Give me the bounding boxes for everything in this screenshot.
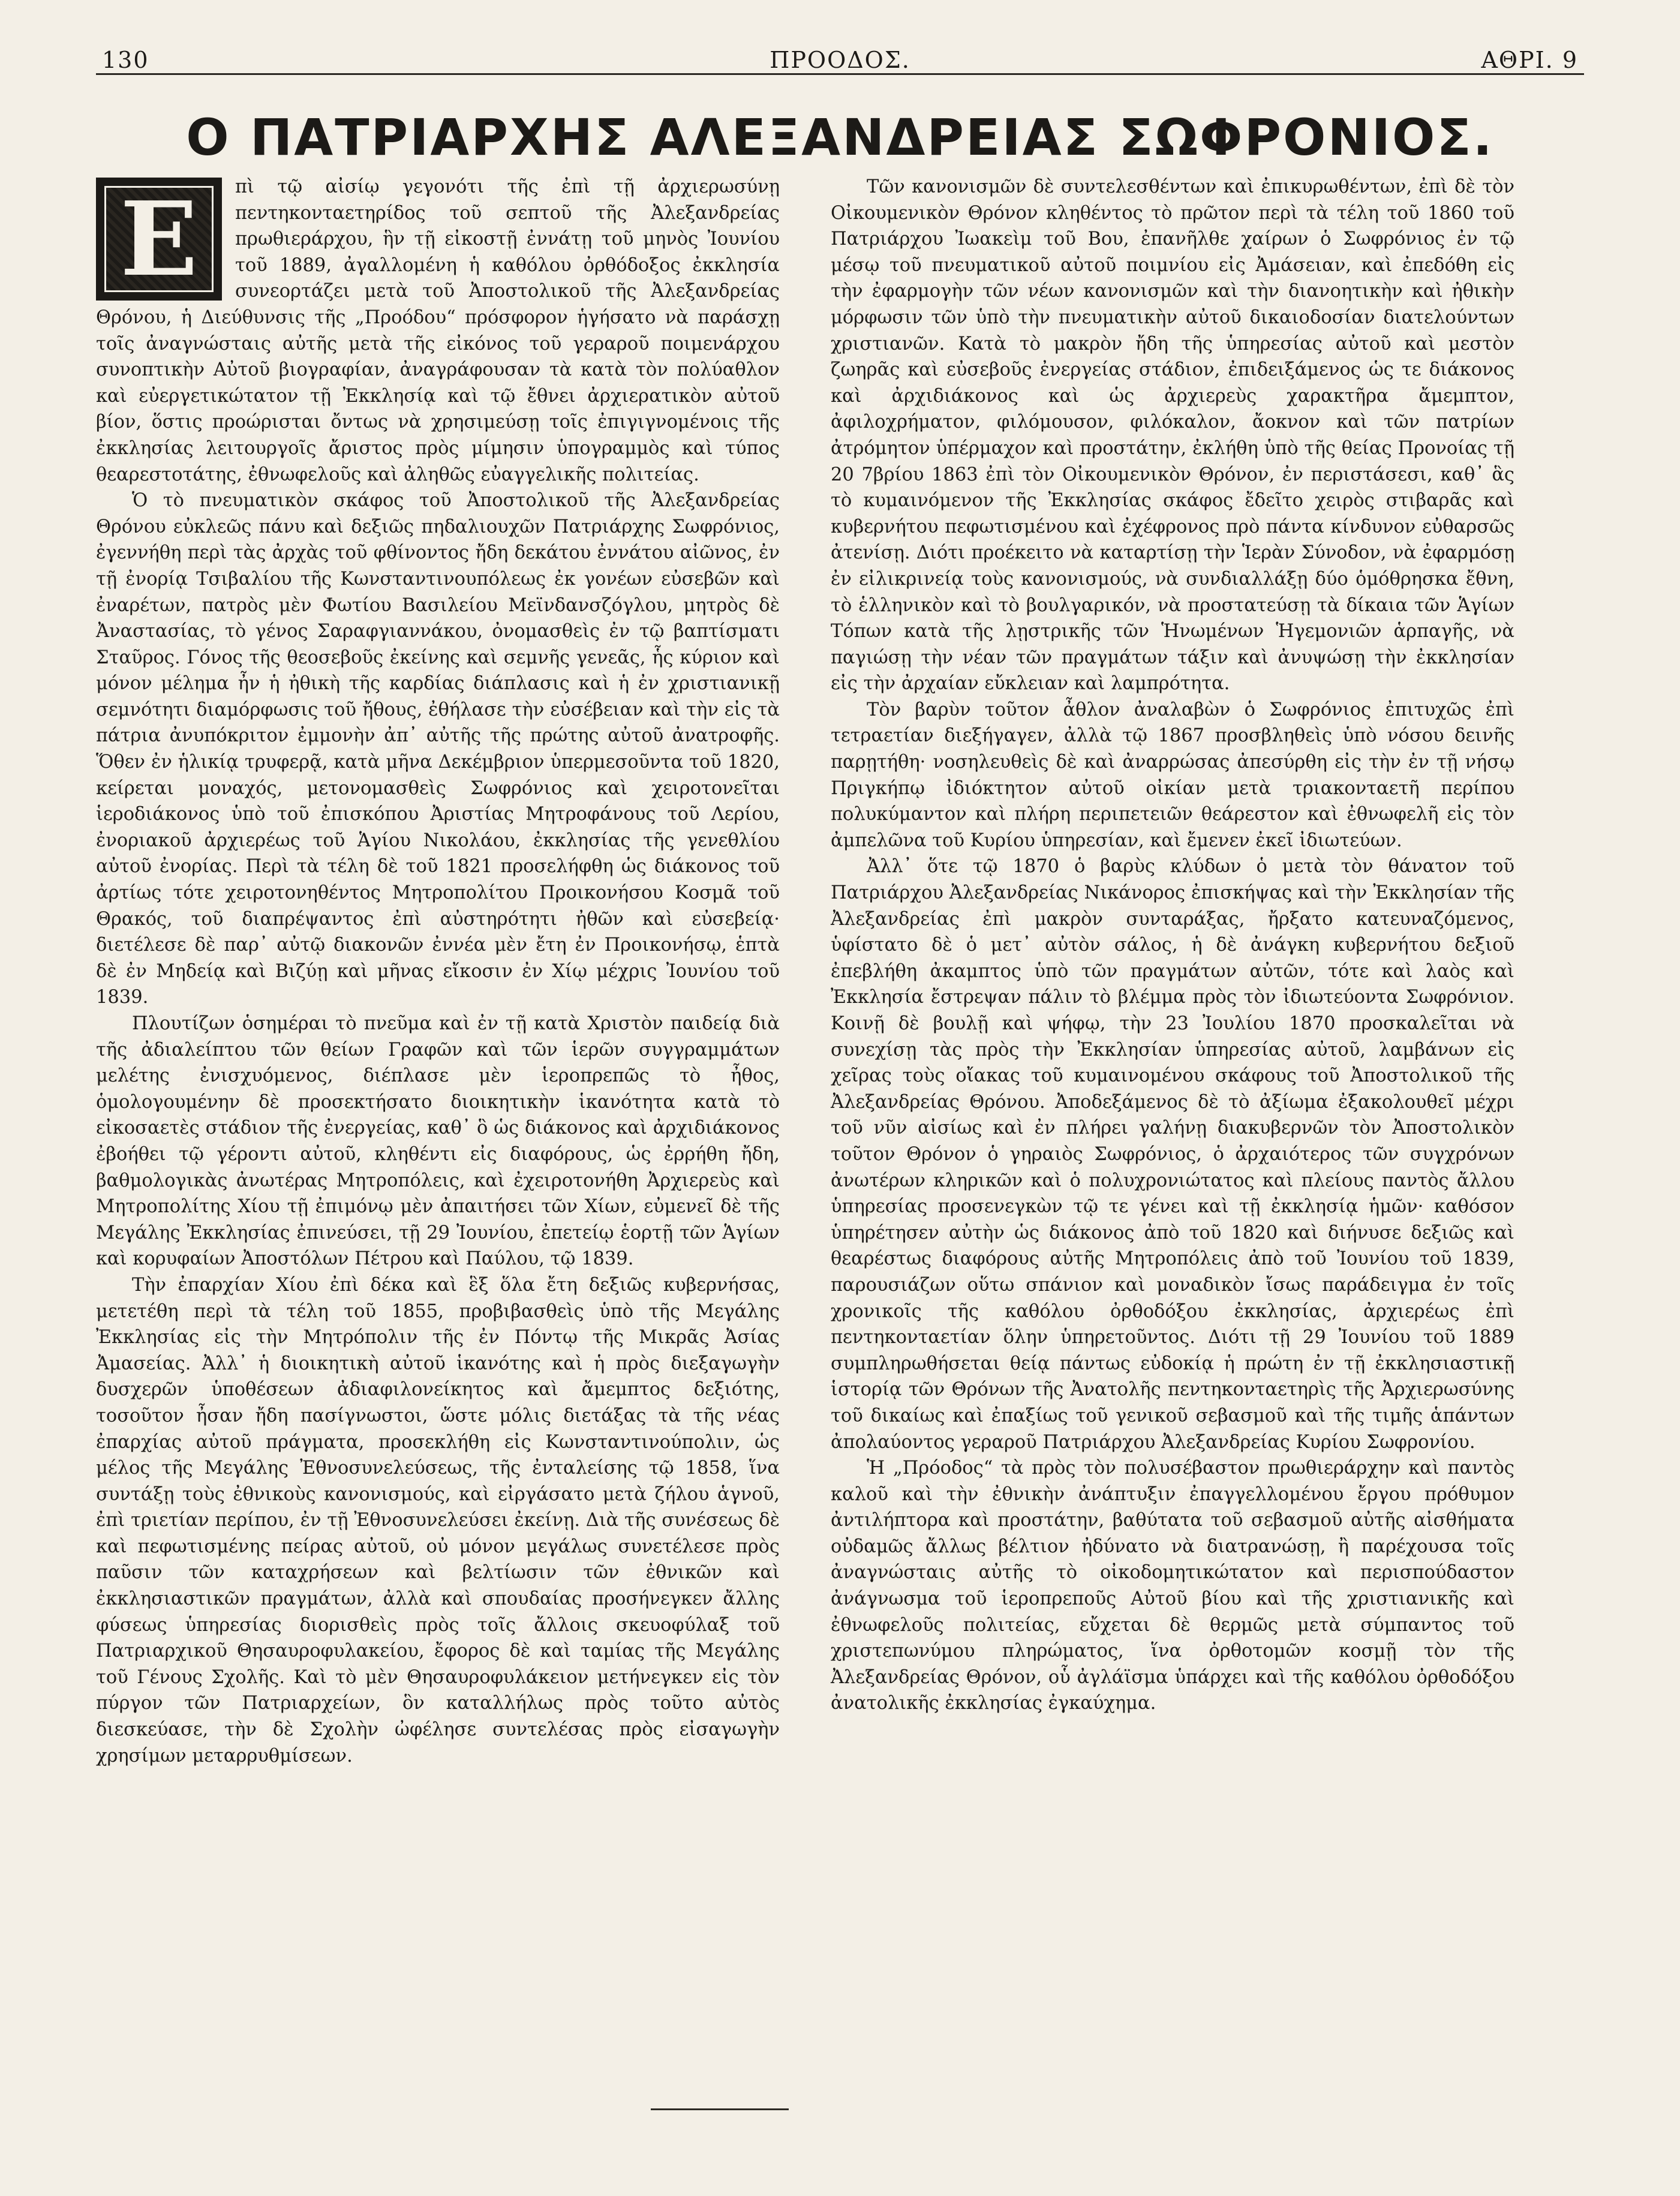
paragraph: Ἀλλ᾽ ὅτε τῷ 1870 ὁ βαρὺς κλύδων ὁ μετὰ τὸν θάνατον τοῦ Πατριάρχου Ἀλεξανδρείας Νικάνορος ἐπισκήψας καὶ τὴν Ἐκκλησίαν τῆς Ἀλεξανδρείας ἐπὶ μακρὸν συνταράξας, ἤρξατο κατευναζόμενος, ὑφίστατο δὲ ὁ μετ᾽ αὐτὸν σάλος, ἡ δὲ ἀνάγκη κυβερνήτου δεξιοῦ ἐπεβλήθη ἀκαμπτος ὑπὸ τῶν πραγμάτων αὐτῶν, τότε καὶ λαὸς καὶ Ἐκκλησία ἔστρεψαν πάλιν τὸ βλέμμα πρὸς τὸν ἰδιωτεύοντα Σωφρόνιον. Κοινῇ δὲ βουλῇ καὶ ψήφῳ, τὴν 23 Ἰουλίου 1870 προσκαλεῖται νὰ συνεχίσῃ τὰς πρὸς τὴν Ἐκκλησίαν ὑπηρεσίας αὐτοῦ, λαμβάνων εἰς χεῖρας τοὺς οἴακας τοῦ κυμαινομένου σκάφους τοῦ Ἀποστολικοῦ τῆς Ἀλεξανδρείας Θρόνου. Ἀποδεξάμενος δὲ τὸ ἀξίωμα ἐξακολουθεῖ μέχρι τοῦ νῦν αἰσίως καὶ ἐν πλήρει γαλήνῃ διακυβερνῶν τὸν Ἀποστολικὸν τοῦτον Θρόνον ὁ γηραιὸς Σωφρόνιος, ὁ ἀρχαιότερος τῶν συγχρόνων ἀνωτέρων κληρικῶν καὶ ὁ πολυχρονιώτατος καὶ πλείους παντὸς ἄλλου ὑπηρεσίας προσενεγκὼν τῷ τε γένει καὶ τῇ ἐκκλησίᾳ ἡμῶν· καθόσον ὑπηρέτησεν αὐτὴν ὡς διάκονος ἀπὸ τοῦ 1820 καὶ διήνυσε δεξιῶς καὶ θεαρέστως διαφόρους αὐτῆς Μητροπόλεις ἀπὸ τοῦ Ἰουνίου τοῦ 1839, παρουσιάζων οὕτω σπάνιον καὶ μοναδικὸν ἴσως παράδειγμα ἐν τοῖς χρονικοῖς τῆς καθόλου ὀρθοδόξου ἐκκλησίας, ἀρχιερέως ἐπὶ πεντηκονταετίαν ὅλην ὑπηρετοῦντος. Διότι τῇ 29 Ἰουνίου τοῦ 1889 συμπληρωθήσεται θείᾳ πάντως εὐδοκίᾳ ἡ πρώτη ἐν τῇ ἐκκλησιαστικῇ ἱστορίᾳ τῶν Θρόνων τῆς Ἀνατολῆς πεντηκονταετηρὶς τῆς Ἀρχιερωσύνης τοῦ δικαίως καὶ ἐπαξίως τοῦ γενικοῦ σεβασμοῦ καὶ τῆς τιμῆς ἁπάντων ἀπολαύοντος γεραροῦ Πατριάρχου Ἀλεξανδρείας Κυρίου Σωφρονίου.	[831, 856, 1514, 1453]
paragraph: Τὸν βαρὺν τοῦτον ἆθλον ἀναλαβὼν ὁ Σωφρόνιος ἐπιτυχῶς ἐπὶ τετραετίαν διεξήγαγεν, ἀλλὰ τῷ 1867 προσβληθεὶς ὑπὸ νόσου δεινῆς παρῃτήθη· νοσηλευθεὶς δὲ καὶ ἀναρρώσας ἀπεσύρθη εἰς τὴν ἐν τῇ νήσῳ Πριγκήπῳ ἰδιόκτητον αὐτοῦ οἰκίαν μετὰ τριακονταετῆ περίπου πολυκύμαντον καὶ πλήρη περιπετειῶν θεάρεστον καὶ ἐθνωφελῆ εἰς τὸν ἀμπελῶνα τοῦ Κυρίου ὑπηρεσίαν, καὶ ἔμενεν ἐκεῖ ἰδιωτεύων.	[831, 699, 1514, 851]
article-title: Ο ΠΑΤΡΙΑΡΧΗΣ ΑΛΕΞΑΝΔΡΕΙΑΣ ΣΩΦΡΟΝΙΟΣ.	[186, 108, 1494, 167]
ornamental-initial	[96, 178, 222, 301]
initial-letter: Ε	[120, 179, 198, 299]
right-column	[831, 174, 1514, 1717]
left-column	[96, 174, 780, 1769]
paragraph: Ἡ „Πρόοδος“ τὰ πρὸς τὸν πολυσέβαστον πρωθιεράρχην καὶ παντὸς καλοῦ καὶ τὴν ἐθνικὴν ἀνάπτυξιν ἐπαγγελλομένου ἔργου πρόθυμον ἀντιλήπτορα καὶ προστάτην, βαθύτατα τοῦ σεβασμοῦ αὐτῆς αἰσθήματα οὐδαμῶς ἄλλως βέλτιον ἠδύνατο νὰ διατρανώσῃ, ἢ παρέχουσα τοῖς ἀναγνώσταις αὐτῆς τὸ οἰκοδομητικώτατον καὶ περισπούδαστον ἀνάγνωσμα τοῦ ἱεροπρεποῦς Αὐτοῦ βίου καὶ τῆς χριστιανικῆς καὶ ἐθνωφελοῦς πολιτείας, εὔχεται δὲ θερμῶς μετὰ σύμπαντος τοῦ χριστεπωνύμου πληρώματος, ἵνα ὀρθοτομῶν κοσμῇ τὸν τῆς Ἀλεξανδρείας Θρόνον, οὗ ἀγλάϊσμα ὑπάρχει καὶ τῆς καθόλου ὀρθοδόξου ἀνατολικῆς ἐκκλησίας ἐγκαύχημα.	[831, 1458, 1514, 1714]
header-rule	[96, 73, 1584, 75]
end-rule	[651, 2108, 789, 2110]
issue-number: ΑΘΡΙ. 9	[1481, 47, 1578, 73]
paragraph: Τὴν ἐπαρχίαν Χίου ἐπὶ δέκα καὶ ἓξ ὅλα ἔτη δεξιῶς κυβερνήσας, μετετέθη περὶ τὰ τέλη τοῦ 1855, προβιβασθεὶς ὑπὸ τῆς Μεγάλης Ἐκκλησίας εἰς τὴν Μητρόπολιν τῆς ἐν Πόντῳ τῆς Μικρᾶς Ἀσίας Ἀμασείας. Ἀλλ᾽ ἡ διοικητικὴ αὐτοῦ ἱκανότης καὶ ἡ πρὸς διεξαγωγὴν δυσχερῶν ὑποθέσεων ἀδιαφιλονείκητος καὶ ἄμεμπτος δεξιότης, τοσοῦτον ἦσαν ἤδη πασίγνωστοι, ὥστε μόλις διετάξας τὰ τῆς νέας ἐπαρχίας αὐτοῦ πράγματα, προσεκλήθη εἰς Κωνσταντινούπολιν, ὡς μέλος τῆς Μεγάλης Ἐθνοσυνελεύσεως, τῆς ἐνταλείσης τῷ 1858, ἵνα συντάξῃ τοὺς ἐθνικοὺς κανονισμούς, καὶ εἰργάσατο μετὰ ζήλου ἁγνοῦ, ἐπὶ τριετίαν περίπου, ἐν τῇ Ἐθνοσυνελεύσει ἐκείνῃ. Διὰ τῆς συνέσεως δὲ καὶ πεφωτισμένης πείρας αὐτοῦ, οὐ μόνον μεγάλως συνετέλεσε πρὸς παῦσιν τῶν καταχρήσεων καὶ βελτίωσιν τῶν ἐθνικῶν καὶ ἐκκλησιαστικῶν πραγμάτων, ἀλλὰ καὶ σπουδαίας προσήνεγκεν ἄλλης φύσεως ὑπηρεσίας διορισθεὶς πρὸς τοῖς ἄλλοις σκευοφύλαξ τοῦ Πατριαρχικοῦ Θησαυροφυλακείου, ἔφορος δὲ καὶ ταμίας τῆς Μεγάλης τοῦ Γένους Σχολῆς. Καὶ τὸ μὲν Θησαυροφυλάκειον μετήνεγκεν εἰς τὸν πύργον τῶν Πατριαρχείων, ὃν καταλλήλως πρὸς τοῦτο αὐτὸς διεσκεύασε, τὴν δὲ Σχολὴν ὠφέλησε συντελέσας πρὸς εἰσαγωγὴν χρησίμων μεταρρυθμίσεων.	[96, 1274, 780, 1767]
paragraph: Πλουτίζων ὁσημέραι τὸ πνεῦμα καὶ ἐν τῇ κατὰ Χριστὸν παιδείᾳ διὰ τῆς ἀδιαλείπτου τῶν θείων Γραφῶν καὶ τῶν ἱερῶν συγγραμμάτων μελέτης ἐνισχυόμενος, διέπλασε μὲν ἱεροπρεπῶς τὸ ἦθος, ὁμολογουμένην δὲ προσεκτήσατο διοικητικὴν ἱκανότητα κατὰ τὸ εἰκοσαετὲς στάδιον τῆς ἐνεργείας, καθ᾽ ὃ ὡς διάκονος καὶ ἀρχιδιάκονος ἐβοήθει τῷ γέροντι αὐτοῦ, κληθέντι εἰς διαφόρους, ὡς ἐρρήθη ἤδη, βαθμολογικὰς ἀνωτέρας Μητροπόλεις, καὶ ἐχειροτονήθη Ἀρχιερεὺς καὶ Μητροπολίτης Χίου τῇ ἐπιμόνῳ μὲν ἀπαιτήσει τῶν Χίων, εὐμενεῖ δὲ τῆς Μεγάλης Ἐκκλησίας ἐπινεύσει, τῇ 29 Ἰουνίου, ἐπετείῳ ἑορτῇ τῶν Ἁγίων καὶ κορυφαίων Ἀποστόλων Πέτρου καὶ Παύλου, τῷ 1839.	[96, 1013, 780, 1270]
journal-title: ΠΡΟΟΔΟΣ.	[770, 47, 910, 73]
running-head	[96, 42, 1584, 78]
paragraph: Τῶν κανονισμῶν δὲ συντελεσθέντων καὶ ἐπικυρωθέντων, ἐπὶ δὲ τὸν Οἰκουμενικὸν Θρόνον κληθέντος τὸ πρῶτον περὶ τὰ τέλη τοῦ 1860 τοῦ Πατριάρχου Ἰωακεὶμ τοῦ Βου, ἐπανῆλθε χαίρων ὁ Σωφρόνιος ἐν τῷ μέσῳ τοῦ πνευματικοῦ αὐτοῦ ποιμνίου εἰς Ἀμάσειαν, καὶ ἐπεδόθη εἰς τὴν ἐφαρμογὴν τῶν νέων κανονισμῶν καὶ τὴν διανοητικὴν καὶ ἠθικὴν μόρφωσιν τῶν ὑπὸ τὴν πνευματικὴν αὐτοῦ δικαιοδοσίαν διατελούντων χριστιανῶν. Κατὰ τὸ μακρὸν ἤδη τῆς ὑπηρεσίας αὐτοῦ καὶ μεστὸν ζωηρᾶς καὶ εὐσεβοῦς ἐνεργείας στάδιον, ἐπιδειξάμενος ὡς τε διάκονος καὶ ἀρχιδιάκονος καὶ ὡς ἀρχιερεὺς χαρακτῆρα ἄμεμπτον, ἀφιλοχρήματον, φιλόμουσον, φιλόκαλον, ἄοκνον καὶ τῶν πατρίων ἀτρόμητον ὑπέρμαχον καὶ προστάτην, ἐκλήθη ὑπὸ τῆς θείας Προνοίας τῇ 20 7βρίου 1863 ἐπὶ τὸν Οἰκουμενικὸν Θρόνον, ἐν περιστάσεσι, καθ᾽ ἃς τὸ κυμαινόμενον τῆς Ἐκκλησίας σκάφος ἔδεῖτο χειρὸς στιβαρᾶς καὶ κυβερνήτου πεφωτισμένου καὶ ἐχέφρονος πρὸ πάντα κίνδυνον εὐθαρσῶς ἀτενίσῃ. Διότι προέκειτο νὰ καταρτίσῃ τὴν Ἱερὰν Σύνοδον, νὰ ἐφαρμόσῃ ἐν εἰλικρινείᾳ τοὺς κανονισμούς, νὰ συνδιαλλάξῃ δύο ὁμόθρησκα ἔθνη, τὸ ἑλληνικὸν καὶ τὸ βουλγαρικόν, νὰ προστατεύσῃ τὰ δίκαια τῶν Ἁγίων Τόπων κατὰ τῆς λῃστρικῆς τῶν Ἡνωμένων Ἡγεμονιῶν ἁρπαγῆς, νὰ παγιώσῃ τὴν νέαν τῶν πραγμάτων τάξιν καὶ ἀνυψώσῃ τὴν ἐκκλησίαν εἰς τὴν ἀρχαίαν εὔκλειαν καὶ λαμπρότητα.	[831, 176, 1514, 695]
paragraph: πὶ τῷ αἰσίῳ γεγονότι τῆς ἐπὶ τῇ ἀρχιερωσύνῃ πεντηκονταετηρίδος τοῦ σεπτοῦ τῆς Ἀλεξανδρείας πρωθιεράρχου, ἣν τῇ εἰκοστῇ ἐννάτῃ τοῦ μηνὸς Ἰουνίου τοῦ 1889, ἀγαλλομένη ἡ καθόλου ὀρθόδοξος ἐκκλησία συνεορτάζει μετὰ τοῦ Ἀποστολικοῦ τῆς Ἀλεξανδρείας Θρόνου, ἡ Διεύθυνσις τῆς „Προόδου“ πρόσφορον ἡγήσατο νὰ παράσχῃ τοῖς ἀναγνώσταις αὐτῆς μετὰ τῆς εἰκόνος τοῦ γεραροῦ ποιμενάρχου συνοπτικὴν Αὐτοῦ βιογραφίαν, ἀναγράφουσαν τὰ κατὰ τὸν πολύαθλον καὶ εὐεργετικώτατον τῇ Ἐκκλησίᾳ καὶ τῷ ἔθνει ἀρχιερατικὸν αὐτοῦ βίον, ὅστις προώρισται ὄντως νὰ χρησιμεύσῃ τοῖς ἐπιγιγνομένοις τῆς ἐκκλησίας λειτουργοῖς ἄριστος πρὸς μίμησιν ὑπογραμμὸς καὶ τύπος θεαρεστοτάτης, ἐθνωφελοῦς καὶ ἀληθῶς εὐαγγελικῆς πολιτείας.	[96, 176, 780, 485]
paragraph: Ὁ τὸ πνευματικὸν σκάφος τοῦ Ἀποστολικοῦ τῆς Ἀλεξανδρείας Θρόνου εὐκλεῶς πάνυ καὶ δεξιῶς πηδαλιουχῶν Πατριάρχης Σωφρόνιος, ἐγεννήθη περὶ τὰς ἀρχὰς τοῦ φθίνοντος ἤδη δεκάτου ἐννάτου αἰῶνος, ἐν τῇ ἐνορίᾳ Τσιβαλίου τῆς Κωνσταντινουπόλεως ἐκ γονέων εὐσεβῶν καὶ ἐναρέτων, πατρὸς μὲν Φωτίου Βασιλείου Μεϊνδανσζόγλου, μητρὸς δὲ Ἀναστασίας, τὸ γένος Σαραφγιαννάκου, ὀνομασθεὶς ἐν τῷ βαπτίσματι Σταῦρος. Γόνος τῆς θεοσεβοῦς ἐκείνης καὶ σεμνῆς γενεᾶς, ἧς κύριον καὶ μόνον μέλημα ἦν ἡ ἠθικὴ τῆς καρδίας διάπλασις καὶ ἡ ἐν χριστιανικῇ σεμνότητι διαμόρφωσις τοῦ ἤθους, ἐθήλασε τὴν εὐσέβειαν καὶ τὴν εἰς τὰ πάτρια ἀνυπόκριτον ἐμμονὴν ἀπ᾽ αὐτῆς τῆς πρώτης αὐτοῦ ἀνατροφῆς. Ὅθεν ἐν ἡλικίᾳ τρυφερᾷ, κατὰ μῆνα Δεκέμβριον ὑπερμεσοῦντα τοῦ 1820, κείρεται μοναχός, μετονομασθεὶς Σωφρόνιος καὶ χειροτονεῖται ἱεροδιάκονος ὑπὸ τοῦ ἐπισκόπου Ἀριστίας Μητροφάνους τοῦ Λερίου, ἐνοριακοῦ ἀρχιερέως τοῦ Ἁγίου Νικολάου, ἐκκλησίας τῆς γενεθλίου αὐτοῦ ἐνορίας. Περὶ τὰ τέλη δὲ τοῦ 1821 προσελήφθη ὡς διάκονος τοῦ ἀρτίως τότε χειροτονηθέντος Μητροπολίτου Προικονήσου Κοσμᾶ τοῦ Θρακός, τοῦ διαπρέψαντος ἐπὶ αὐστηρότητι ἠθῶν καὶ εὐσεβείᾳ· διετέλεσε δὲ παρ᾽ αὐτῷ διακονῶν ἐννέα μὲν ἔτη ἐν Προικονήσῳ, ἑπτὰ δὲ ἐν Μηδείᾳ καὶ Βιζύῃ καὶ μῆνας εἴκοσιν ἐν Χίῳ μέχρις Ἰουνίου τοῦ 1839.	[96, 490, 780, 1008]
page-number: 130	[102, 47, 149, 73]
